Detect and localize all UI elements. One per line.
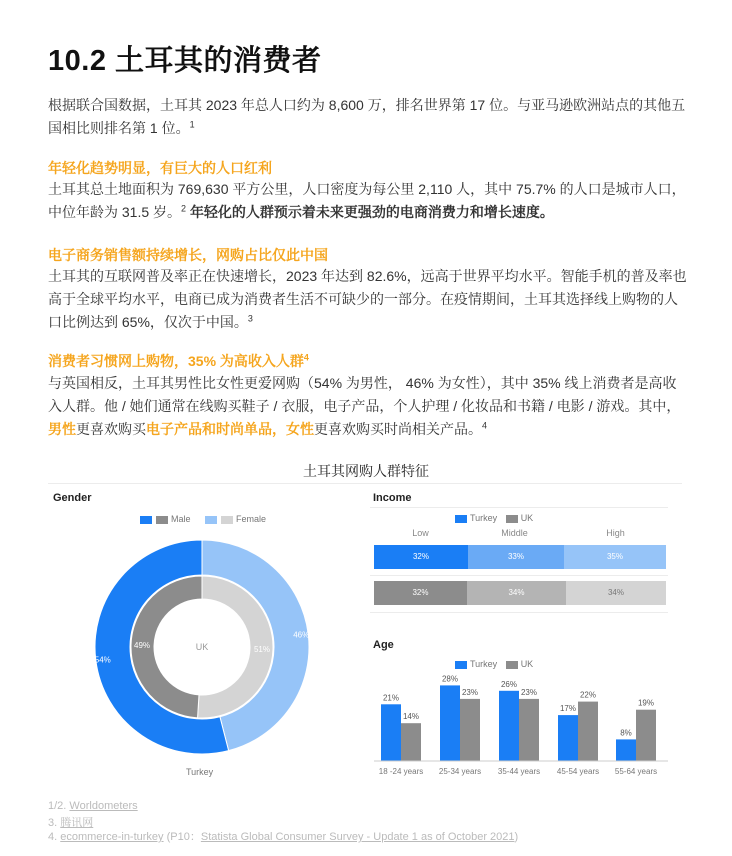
age-bar-turkey-2 (499, 691, 519, 761)
income-uk-low-bar: 32% (374, 581, 467, 605)
age-bar-uk-4 (636, 710, 656, 761)
age-category-label-0: 18 -24 years (378, 767, 424, 776)
age-value-turkey-3: 17% (559, 704, 577, 714)
income-label: Income (373, 492, 412, 504)
age-category-label-2: 35-44 years (497, 767, 541, 776)
age-bar-uk-1 (460, 699, 480, 761)
footnote-3-prefix: 3. (48, 817, 58, 829)
habits-heading-text: 消费者习惯网上购物，35% 为高收入人群 (48, 353, 304, 369)
footnote-link-statista[interactable]: Statista Global Consumer Survey - Update 1 as of October 2021 (200, 831, 515, 843)
age-value-uk-0: 14% (402, 712, 420, 722)
legend-female-label: Female (236, 514, 267, 524)
footnote-ref-4b[interactable]: 4 (482, 420, 488, 431)
age-category-label-3: 45-54 years (556, 767, 600, 776)
section-heading-youth: 年轻化趋势明显，有巨大的人口红利 (48, 160, 272, 176)
uk-male-slice-label: 49% (134, 641, 151, 651)
habits-text-2: 更喜欢购买 (76, 421, 146, 437)
income-turkey-low-bar: 32% (374, 545, 468, 569)
habits-text: 与英国相反，土耳其男性比女性更爱网购（54% 为男性， 46% 为女性），其中 35% 线上消费者是高收入人群。他 / 她们通常在线购买鞋子 / 衣服，电子产品，个人护理 / 化妆品和书籍 / 电影 / 游戏。其中， (48, 375, 681, 414)
footnote-ref-4a[interactable]: 4 (303, 352, 309, 363)
habits-text-4: 更喜欢购买时尚相关产品。 (314, 421, 482, 437)
youth-text-a: 土耳其总土地面积为 769,630 平方公里，人口密度为每公里 2,110 人，其中 75.7% 的人口是城市人口，中位年龄为 31.5 岁。 (48, 181, 686, 220)
income-uk-middle-bar: 34% (467, 581, 566, 605)
footnote-4-mid: (P10： (163, 831, 201, 843)
income-legend-uk: UK (520, 513, 534, 523)
footnote-1-prefix: 1/2. (48, 800, 67, 812)
highlight-female: 女性 (286, 421, 314, 437)
habits-text-3: ， (272, 421, 286, 437)
ecommerce-text: 土耳其的互联网普及率正在快速增长，2023 年达到 82.6%，远高于世界平均水平。智能手机的普及率也高于全球平均水平，电商已成为消费者生活不可缺少的一部分。在疫情期间，土耳其选择线上购物的人口比例达到 65%，仅次于中国。 (48, 268, 687, 330)
age-bar-turkey-1 (440, 685, 460, 761)
footnote-4 (48, 828, 518, 844)
section-heading-ecommerce: 电子商务销售额持续增长，网购占比仅此中国 (48, 247, 328, 263)
age-value-uk-1: 23% (461, 687, 479, 697)
footnote-link-ecommerce[interactable]: ecommerce-in-turkey (60, 831, 164, 843)
footnote-link-tencent[interactable]: 腾讯网 (60, 817, 94, 829)
youth-text-b: 年轻化的人群预示着未来更强劲的电商消费力和增长速度。 (189, 204, 554, 220)
age-bar-turkey-0 (381, 704, 401, 761)
chart-title: 土耳其网购人群特征 (303, 463, 429, 479)
age-value-uk-4: 19% (637, 698, 655, 708)
income-cat-middle: Middle (501, 528, 528, 538)
age-legend-turkey: Turkey (470, 659, 498, 669)
age-value-uk-3: 22% (579, 690, 597, 700)
age-bar-turkey-3 (558, 715, 578, 761)
footnote-1 (48, 800, 138, 812)
turkey-female-slice-label: 46% (293, 630, 310, 640)
age-category-label-1: 25-34 years (438, 767, 482, 776)
age-value-turkey-1: 28% (441, 674, 459, 684)
highlight-male: 男性 (48, 421, 76, 437)
footnote-4-end: ) (514, 831, 519, 843)
gender-center-label: UK (195, 642, 209, 652)
age-value-turkey-4: 8% (620, 728, 632, 738)
income-cat-high: High (606, 528, 625, 538)
footnote-ref-2[interactable]: 2 (181, 203, 187, 214)
income-turkey-middle-bar: 33% (468, 545, 564, 569)
gender-label: Gender (53, 492, 92, 504)
income-legend-turkey: Turkey (470, 513, 498, 523)
page-title: 10.2 土耳其的消费者 (48, 45, 322, 77)
income-turkey-high-bar: 35% (564, 545, 666, 569)
age-legend-uk: UK (520, 659, 534, 669)
age-bar-uk-2 (519, 699, 539, 761)
age-bar-turkey-4 (616, 739, 636, 761)
age-bar-uk-3 (578, 702, 598, 761)
age-value-turkey-0: 21% (382, 693, 400, 703)
income-cat-low: Low (412, 528, 429, 538)
intro-text: 根据联合国数据，土耳其 2023 年总人口约为 8,600 万，排名世界第 17 位。与亚马逊欧洲站点的其他五国相比则排名第 1 位。 (48, 97, 686, 136)
income-uk-high-bar: 34% (566, 581, 666, 605)
age-label: Age (373, 639, 394, 651)
legend-male-label: Male (171, 514, 191, 524)
highlight-electronics: 电子产品和时尚单品 (146, 421, 272, 437)
gender-outer-label: Turkey (186, 767, 214, 777)
turkey-male-slice-label: 54% (94, 655, 111, 665)
age-value-uk-2: 23% (520, 687, 538, 697)
footnote-ref-1[interactable]: 1 (189, 119, 195, 130)
uk-female-slice-label: 51% (253, 644, 270, 654)
footnote-ref-3[interactable]: 3 (247, 313, 253, 324)
age-category-label-4: 55-64 years (614, 767, 658, 776)
footnote-4-prefix: 4. (48, 831, 58, 843)
age-value-turkey-2: 26% (500, 679, 518, 689)
footnote-link-worldometers[interactable]: Worldometers (69, 800, 138, 812)
age-bar-uk-0 (401, 723, 421, 761)
